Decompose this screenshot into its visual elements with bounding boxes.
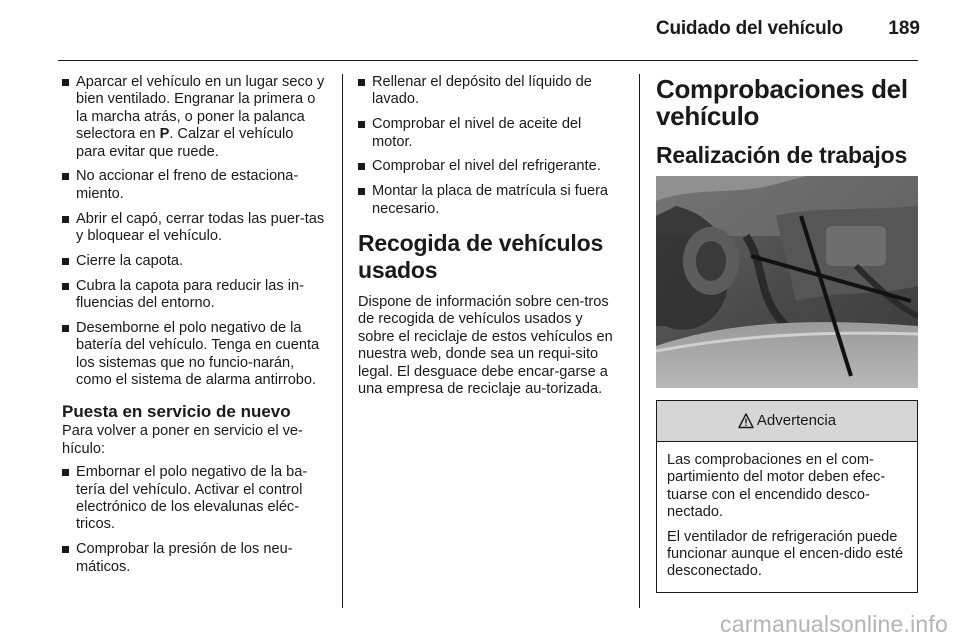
list-item: Desemborne el polo negativo de la batería del vehículo. Tenga en cuenta los sistemas que no funcio-narán, como el sistema de alarma antirrobo. bbox=[62, 320, 326, 390]
list-item: Comprobar el nivel de aceite del motor. bbox=[358, 116, 622, 151]
column-divider-2 bbox=[639, 74, 640, 608]
engine-bay-photo bbox=[656, 176, 918, 388]
list-item: Embornar el polo negativo de la ba-tería del vehículo. Activar el control electrónico de los elevalunas eléc-tricos. bbox=[62, 464, 326, 534]
watermark: carmanualsonline.info bbox=[720, 611, 948, 637]
warning-header bbox=[657, 401, 917, 442]
recommission-steps-list bbox=[62, 464, 326, 576]
list-item: Comprobar el nivel del refrigerante. bbox=[358, 158, 622, 175]
chapter-title: Comprobaciones del vehículo bbox=[656, 74, 908, 131]
gear-position-p: P bbox=[159, 126, 170, 143]
page-number: 189 bbox=[888, 18, 920, 39]
warning-paragraph: El ventilador de refrigeración puede funcionar aunque el encen-dido esté desconectado. bbox=[667, 528, 904, 580]
column-1 bbox=[62, 74, 326, 583]
recommission-heading: Puesta en servicio de nuevo bbox=[62, 402, 291, 422]
recommission-intro: Para volver a poner en servicio el ve-hículo: bbox=[62, 423, 303, 457]
list-item: Rellenar el depósito del líquido de lavado. bbox=[358, 74, 622, 109]
page-header bbox=[0, 0, 960, 62]
warning-body bbox=[657, 442, 917, 592]
recycling-heading: Recogida de vehículos usados bbox=[358, 230, 604, 284]
column-divider-1 bbox=[342, 74, 343, 608]
list-item: Cierre la capota. bbox=[62, 253, 326, 270]
recycling-body: Dispone de información sobre cen-tros de recogida de vehículos usados y sobre el reciclaje de estos vehículos en nuestra web, donde sea un requi-sito legal. El desguace debe encar-garse a una empresa de reciclaje au-torizada. bbox=[358, 294, 613, 398]
storage-steps-list bbox=[62, 74, 326, 389]
list-item: Comprobar la presión de los neu-máticos. bbox=[62, 541, 326, 576]
warning-box bbox=[656, 400, 918, 593]
list-item: Abrir el capó, cerrar todas las puer-tas y bloquear el vehículo. bbox=[62, 211, 326, 246]
warning-label: Advertencia bbox=[756, 412, 837, 430]
warning-triangle-icon bbox=[738, 413, 754, 429]
header-rule bbox=[58, 60, 918, 61]
list-item: Montar la placa de matrícula si fuera necesario. bbox=[358, 183, 622, 218]
subsection-title: Realización de trabajos bbox=[656, 142, 908, 168]
column-2 bbox=[358, 74, 622, 404]
warning-paragraph: Las comprobaciones en el com-partimiento del motor deben efec-tuarse con el encendido desco-nectado. bbox=[667, 452, 886, 521]
list-item: No accionar el freno de estaciona-miento. bbox=[62, 168, 326, 203]
list-item: Aparcar el vehículo en un lugar seco y bien ventilado. Engranar la primera o la marcha atrás, o poner la palanca selectora en P. Calzar el vehículo para evitar que ruede. bbox=[62, 74, 326, 161]
column-3 bbox=[656, 74, 920, 593]
storage-steps-list-continued bbox=[358, 74, 622, 218]
section-title: Cuidado del vehículo bbox=[655, 18, 843, 39]
list-item: Cubra la capota para reducir las in-fluencias del entorno. bbox=[62, 278, 326, 313]
